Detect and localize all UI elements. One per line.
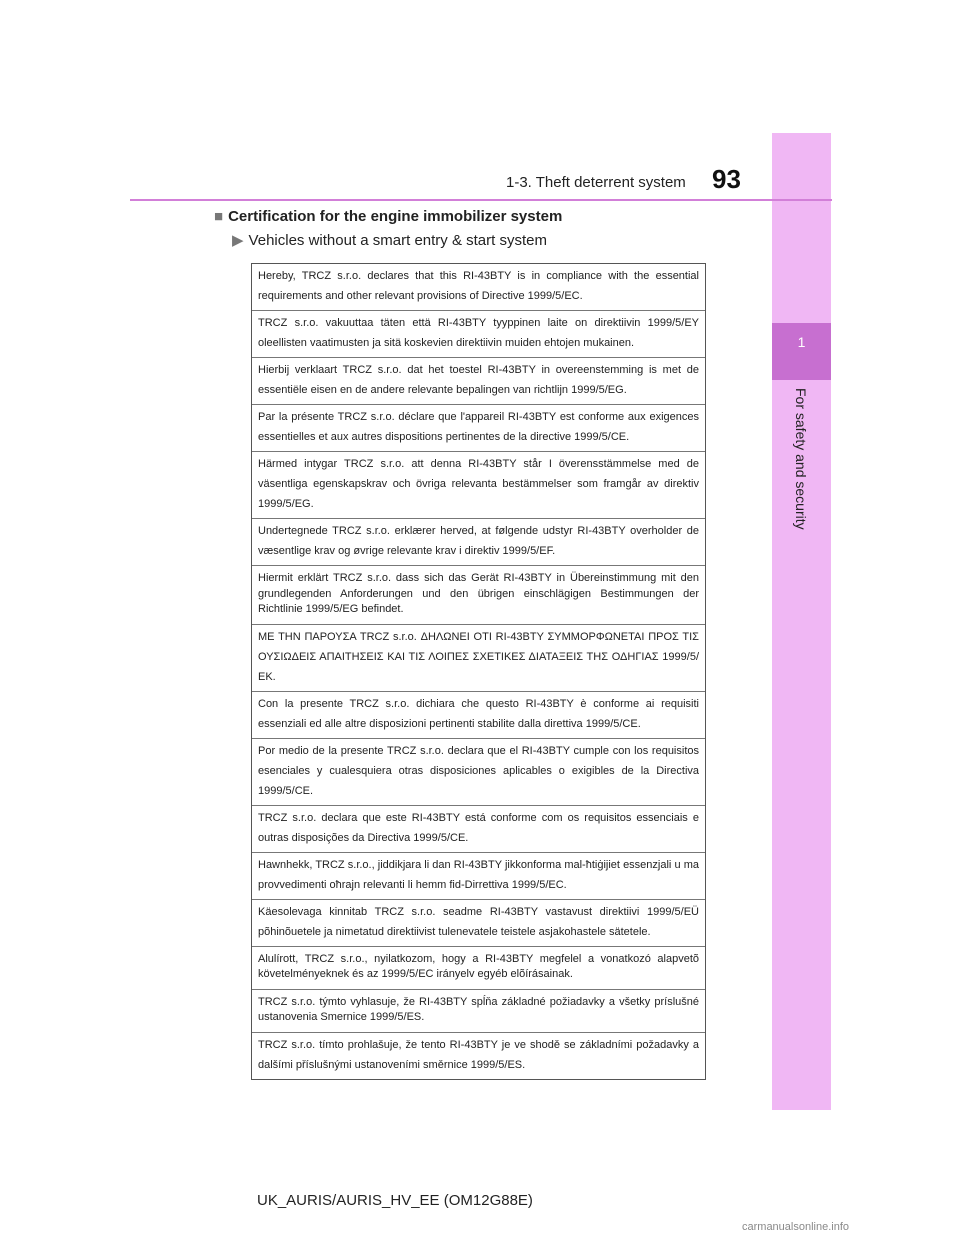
declaration-swedish: Härmed intygar TRCZ s.r.o. att denna RI-43BTY står I överensstämmelse med de väsentliga egenskapskrav och övriga relevanta bestämmelser som framgår av direktiv 1999/5/EG. <box>252 452 705 519</box>
triangle-bullet-icon: ▶ <box>232 232 244 249</box>
section-heading-text: Certification for the engine immobilizer system <box>228 208 563 225</box>
header-section-title: 1-3. Theft deterrent system <box>506 174 686 191</box>
declaration-estonian: Käesolevaga kinnitab TRCZ s.r.o. seadme RI-43BTY vastavust direktiivi 1999/5/EÜ põhinõuetele ja nimetatud direktiivist tulenevatele teistele asjakohastele sätetele. <box>252 900 705 947</box>
declaration-slovak: TRCZ s.r.o. týmto vyhlasuje, že RI-43BTY spĺňa základné požiadavky a všetky príslušné ustanovenia Smernice 1999/5/ES. <box>252 990 705 1033</box>
square-bullet-icon: ■ <box>214 208 224 225</box>
declaration-dutch: Hierbij verklaart TRCZ s.r.o. dat het toestel RI-43BTY in overeenstemming is met de essentiële eisen en de andere relevante bepalingen van richtlijn 1999/5/EG. <box>252 358 705 405</box>
declaration-maltese: Hawnhekk, TRCZ s.r.o., jiddikjara li dan RI-43BTY jikkonforma mal-ħtiġijiet essenzjali u ma provvedimenti oħrajn relevanti li hemm fid-Dirrettiva 1999/5/EC. <box>252 853 705 900</box>
sub-heading-text: Vehicles without a smart entry & start system <box>248 232 547 249</box>
footer-document-code: UK_AURIS/AURIS_HV_EE (OM12G88E) <box>257 1192 533 1209</box>
declaration-italian: Con la presente TRCZ s.r.o. dichiara che questo RI-43BTY è conforme ai requisiti essenziali ed alle altre disposizioni pertinenti stabilite dalla direttiva 1999/5/CE. <box>252 692 705 739</box>
declaration-finnish: TRCZ s.r.o. vakuuttaa täten että RI-43BTY tyyppinen laite on direktiivin 1999/5/EY oleellisten vaatimusten ja sitä koskevien direktiivin muiden ehtojen mukainen. <box>252 311 705 358</box>
declaration-danish: Undertegnede TRCZ s.r.o. erklærer herved, at følgende udstyr RI-43BTY overholder de væsentlige krav og øvrige relevante krav i direktiv 1999/5/EF. <box>252 519 705 566</box>
side-tab-active-chapter[interactable] <box>772 323 831 380</box>
declaration-spanish: Por medio de la presente TRCZ s.r.o. declara que el RI-43BTY cumple con los requisitos esenciales y cualesquiera otras disposiciones aplicables o exigibles de la Directiva 1999/5/CE. <box>252 739 705 806</box>
chapter-number: 1 <box>797 334 806 350</box>
section-heading <box>214 208 562 225</box>
declaration-czech: TRCZ s.r.o. tímto prohlašuje, že tento RI-43BTY je ve shodě se základními požadavky a dalšími příslušnými ustanoveními směrnice 1999/5/ES. <box>258 1038 699 1071</box>
page-number: 93 <box>712 164 741 194</box>
chapter-label: For safety and security <box>793 388 809 530</box>
declaration-french: Par la présente TRCZ s.r.o. déclare que l'appareil RI-43BTY est conforme aux exigences essentielles et aux autres dispositions pertinentes de la directive 1999/5/CE. <box>252 405 705 452</box>
header-divider <box>130 199 832 201</box>
declaration-greek: ΜΕ ΤΗΝ ΠΑΡΟΥΣΑ TRCZ s.r.o. ΔΗΛΩΝΕΙ ΟΤΙ RI-43BTY ΣΥΜΜΟΡΦΩΝΕΤΑΙ ΠΡΟΣ ΤΙΣ ΟΥΣΙΩΔΕΙΣ ΑΠΑΙΤΗΣΕΙΣ ΚΑΙ ΤΙΣ ΛΟΙΠΕΣ ΣΧΕΤΙΚΕΣ ΔΙΑΤΑΞΕΙΣ ΤΗΣ ΟΔΗΓΙΑΣ 1999/5/ΕΚ. <box>252 625 705 692</box>
declaration-portuguese: TRCZ s.r.o. declara que este RI-43BTY está conforme com os requisitos essenciais e outras disposições da Directiva 1999/5/CE. <box>252 806 705 853</box>
declaration-english: Hereby, TRCZ s.r.o. declares that this RI-43BTY is in compliance with the essential requirements and other relevant provisions of Directive 1999/5/EC. <box>252 264 705 311</box>
declaration-hungarian: Alulírott, TRCZ s.r.o., nyilatkozom, hogy a RI-43BTY megfelel a vonatkozó alapvetõ követelményeknek és az 1999/5/EC irányelv egyéb elõírásainak. <box>252 947 705 990</box>
declarations-table <box>251 263 706 1080</box>
watermark: carmanualsonline.info <box>742 1221 850 1233</box>
sub-heading <box>232 231 547 249</box>
side-tab <box>772 133 831 1110</box>
declaration-german: Hiermit erklärt TRCZ s.r.o. dass sich das Gerät RI-43BTY in Übereinstimmung mit den grundlegenden Anforderungen und den übrigen einschlägigen Bestimmungen der Richtlinie 1999/5/EG befindet. <box>252 566 705 625</box>
